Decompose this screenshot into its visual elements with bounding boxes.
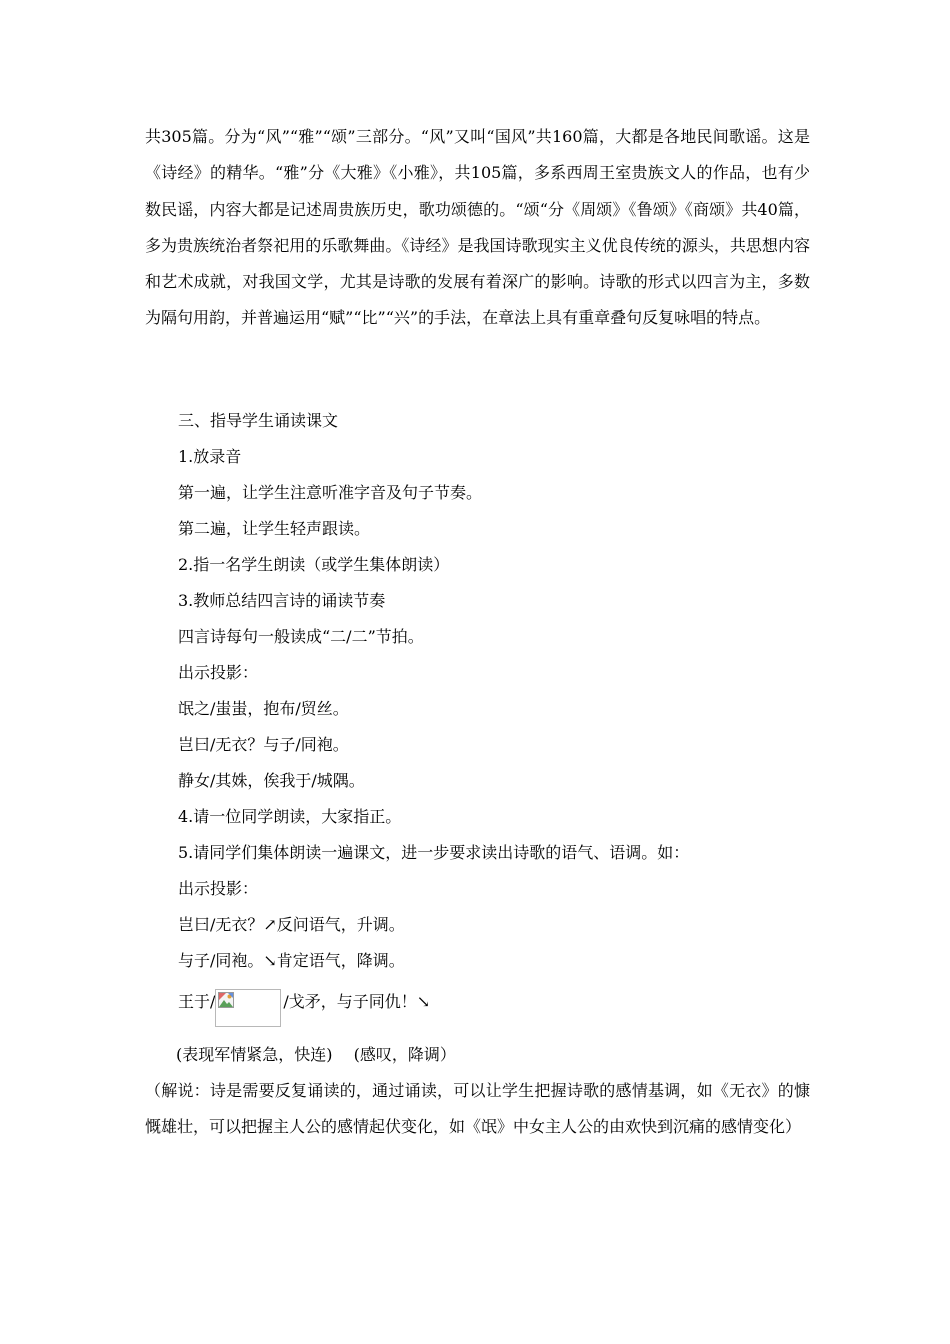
projection-label: 出示投影： bbox=[178, 879, 259, 898]
intonation-example: 岂曰/无衣？↗反问语气，升调。 bbox=[178, 915, 405, 934]
step-5: 5.请同学们集体朗读一遍课文，进一步要求读出诗歌的语气、语调。如： bbox=[178, 843, 690, 862]
intonation-example-with-image bbox=[178, 992, 430, 1027]
section-heading: 三、指导学生诵读课文 bbox=[178, 411, 339, 430]
step-4: 4.请一位同学朗读，大家指正。 bbox=[178, 807, 402, 826]
step-2: 2.指一名学生朗读（或学生集体朗读） bbox=[178, 555, 450, 574]
step-1-first-pass: 第一遍，让学生注意听准字音及句子节奏。 bbox=[178, 483, 483, 502]
intonation-example: 与子/同袍。↘肯定语气，降调。 bbox=[178, 951, 405, 970]
example-suffix: /戈矛，与子同仇！↘ bbox=[283, 992, 431, 1011]
broken-image-placeholder bbox=[215, 989, 281, 1027]
example-line: 静女/其姝，俟我于/城隅。 bbox=[178, 771, 365, 790]
projection-label: 出示投影： bbox=[178, 663, 259, 682]
broken-image-icon bbox=[218, 992, 234, 1008]
step-3: 3.教师总结四言诗的诵读节奏 bbox=[178, 591, 386, 610]
example-line: 氓之/蚩蚩，抱布/贸丝。 bbox=[178, 699, 349, 718]
step-3-description: 四言诗每句一般读成“二/二”节拍。 bbox=[178, 627, 424, 646]
step-1-second-pass: 第二遍，让学生轻声跟读。 bbox=[178, 519, 371, 538]
example-prefix: 王于/ bbox=[178, 992, 216, 1011]
step-1: 1.放录音 bbox=[178, 447, 242, 466]
example-line: 岂曰/无衣？与子/同袍。 bbox=[178, 735, 349, 754]
intro-paragraph: 共305篇。分为“风”“雅”“颂”三部分。“风”又叫“国风”共160篇，大都是各地民间歌谣。这是《诗经》的精华。“雅”分《大雅》《小雅》，共105篇，多系西周王室贵族文人的作品，也有少数民谣，内容大都是记述周贵族历史，歌功颂德的。“颂“分《周颂》《鲁颂》《商颂》共40篇，多为贵族统治者祭祀用的乐歌舞曲。《诗经》是我国诗歌现实主义优良传统的源头，共思想内容和艺术成就，对我国文学，尤其是诗歌的发展有着深广的影响。诗歌的形式以四言为主，多数为隔句用韵，并普遍运用“赋”“比”“兴”的手法，在章法上具有重章叠句反复咏唱的特点。 bbox=[145, 127, 810, 328]
explanation-paragraph: （解说：诗是需要反复诵读的，通过诵读，可以让学生把握诗歌的感情基调，如《无衣》的慷慨雄壮，可以把握主人公的感情起伏变化，如《氓》中女主人公的由欢快到沉痛的感情变化） bbox=[145, 1081, 810, 1137]
intonation-note: (表现军情紧急，快连) (感叹，降调） bbox=[176, 1045, 456, 1064]
